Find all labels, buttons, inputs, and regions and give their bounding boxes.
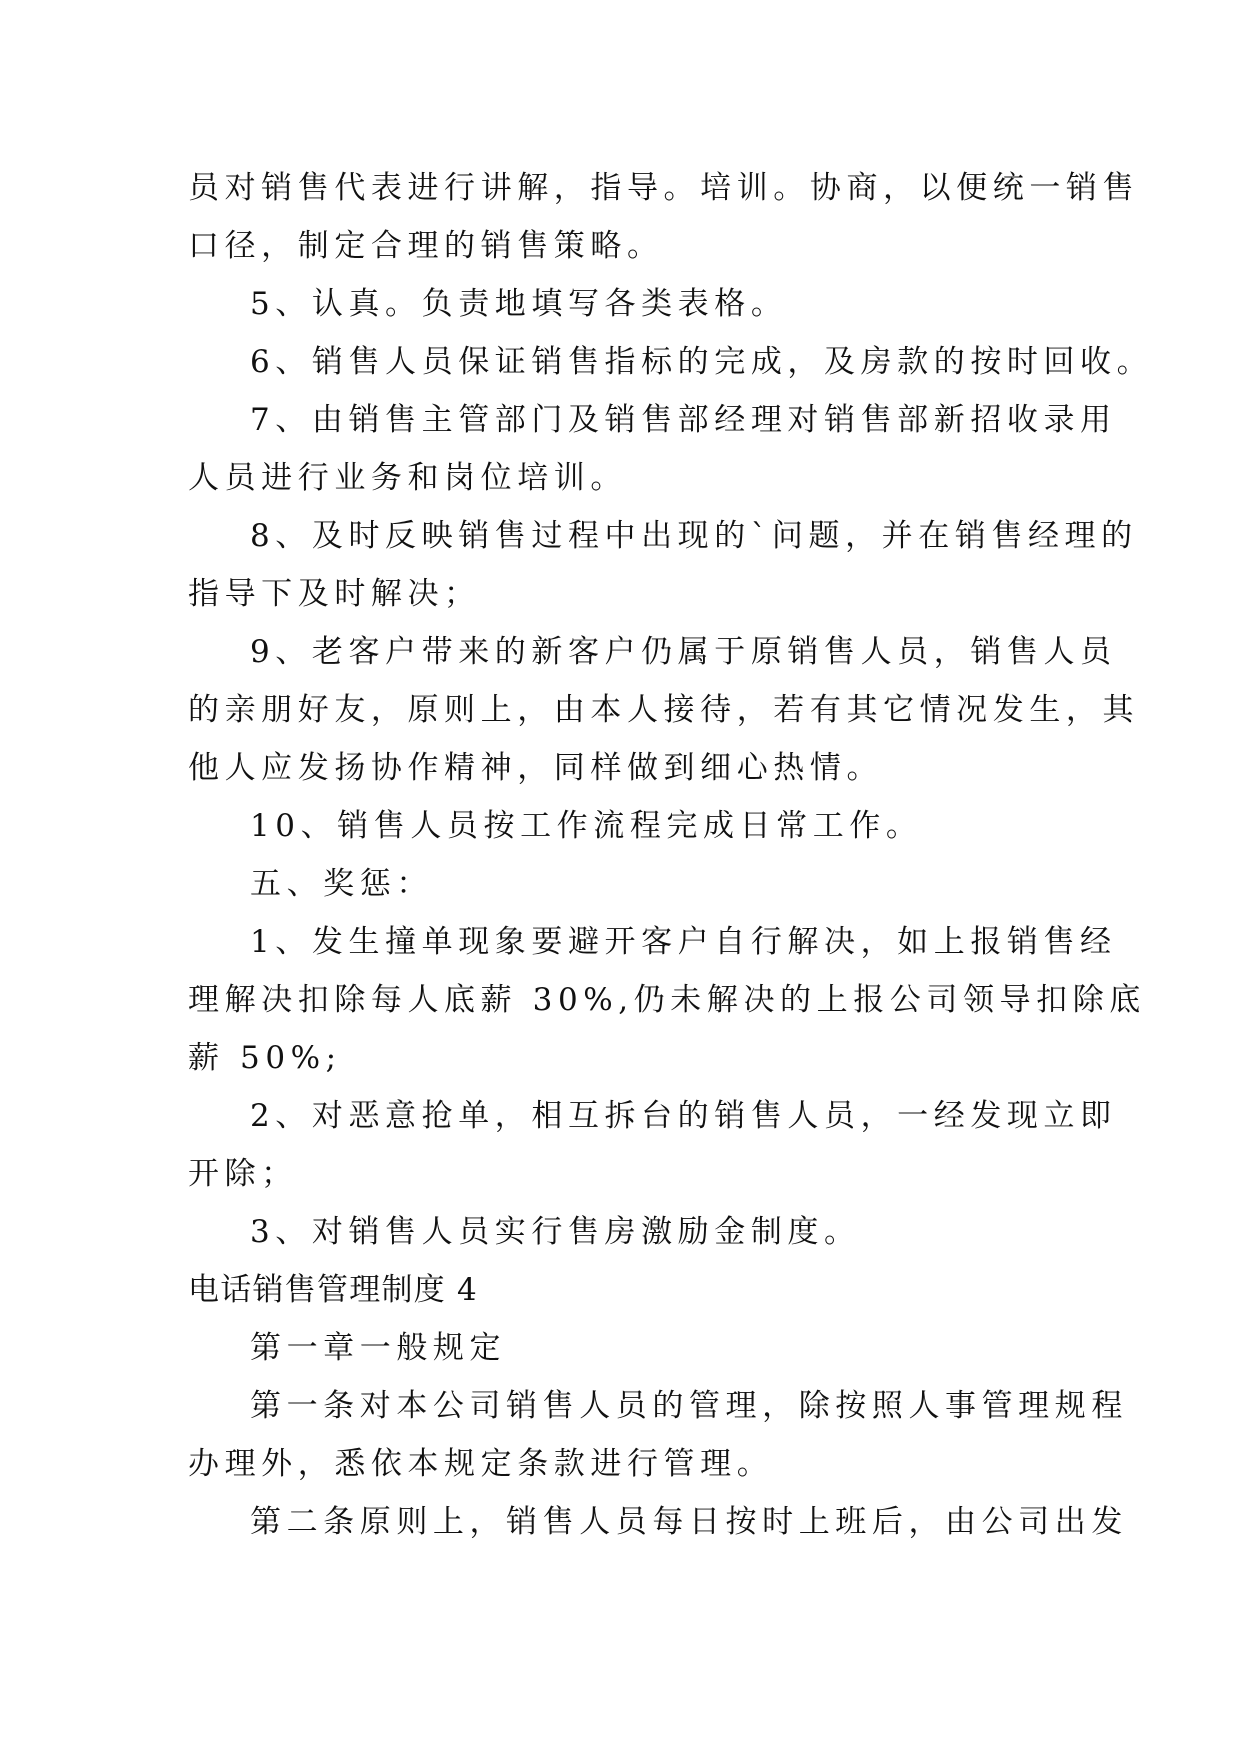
text-line: 人员进行业务和岗位培训。 bbox=[188, 460, 627, 496]
text-line: 指导下及时解决； bbox=[188, 576, 481, 612]
text-line: 8、及时反映销售过程中出现的`问题，并在销售经理的 bbox=[250, 518, 1138, 554]
text-line: 员对销售代表进行讲解，指导。培训。协商，以便统一销售 bbox=[188, 170, 1140, 206]
text-line: 他人应发扬协作精神，同样做到细心热情。 bbox=[188, 750, 884, 786]
text-line: 办理外，悉依本规定条款进行管理。 bbox=[188, 1446, 774, 1482]
text-line: 6、销售人员保证销售指标的完成，及房款的按时回收。 bbox=[250, 344, 1154, 380]
text-line: 1、发生撞单现象要避开客户自行解决，如上报销售经 bbox=[250, 924, 1117, 960]
text-line: 9、老客户带来的新客户仍属于原销售人员，销售人员 bbox=[250, 634, 1117, 670]
text-line: 开除； bbox=[188, 1156, 298, 1192]
text-line: 的亲朋好友，原则上，由本人接待，若有其它情况发生，其 bbox=[188, 692, 1140, 728]
text-line: 7、由销售主管部门及销售部经理对销售部新招收录用 bbox=[250, 402, 1117, 438]
text-line: 理解决扣除每人底薪 30%,仍未解决的上报公司领导扣除底 bbox=[188, 982, 1146, 1018]
text-line: 口径，制定合理的销售策略。 bbox=[188, 228, 664, 264]
text-line: 5、认真。负责地填写各类表格。 bbox=[250, 286, 788, 322]
text-line: 第二条原则上，销售人员每日按时上班后，由公司出发 bbox=[250, 1504, 1128, 1540]
chapter-heading: 第一章一般规定 bbox=[250, 1330, 507, 1366]
text-line: 薪 50%; bbox=[188, 1040, 342, 1076]
text-line: 2、对恶意抢单，相互拆台的销售人员，一经发现立即 bbox=[250, 1098, 1117, 1134]
text-line: 3、对销售人员实行售房激励金制度。 bbox=[250, 1214, 861, 1250]
section-heading: 五、奖惩： bbox=[250, 866, 433, 902]
document-title: 电话销售管理制度 4 bbox=[188, 1272, 478, 1308]
text-line: 10、销售人员按工作流程完成日常工作。 bbox=[250, 808, 923, 844]
text-line: 第一条对本公司销售人员的管理，除按照人事管理规程 bbox=[250, 1388, 1128, 1424]
